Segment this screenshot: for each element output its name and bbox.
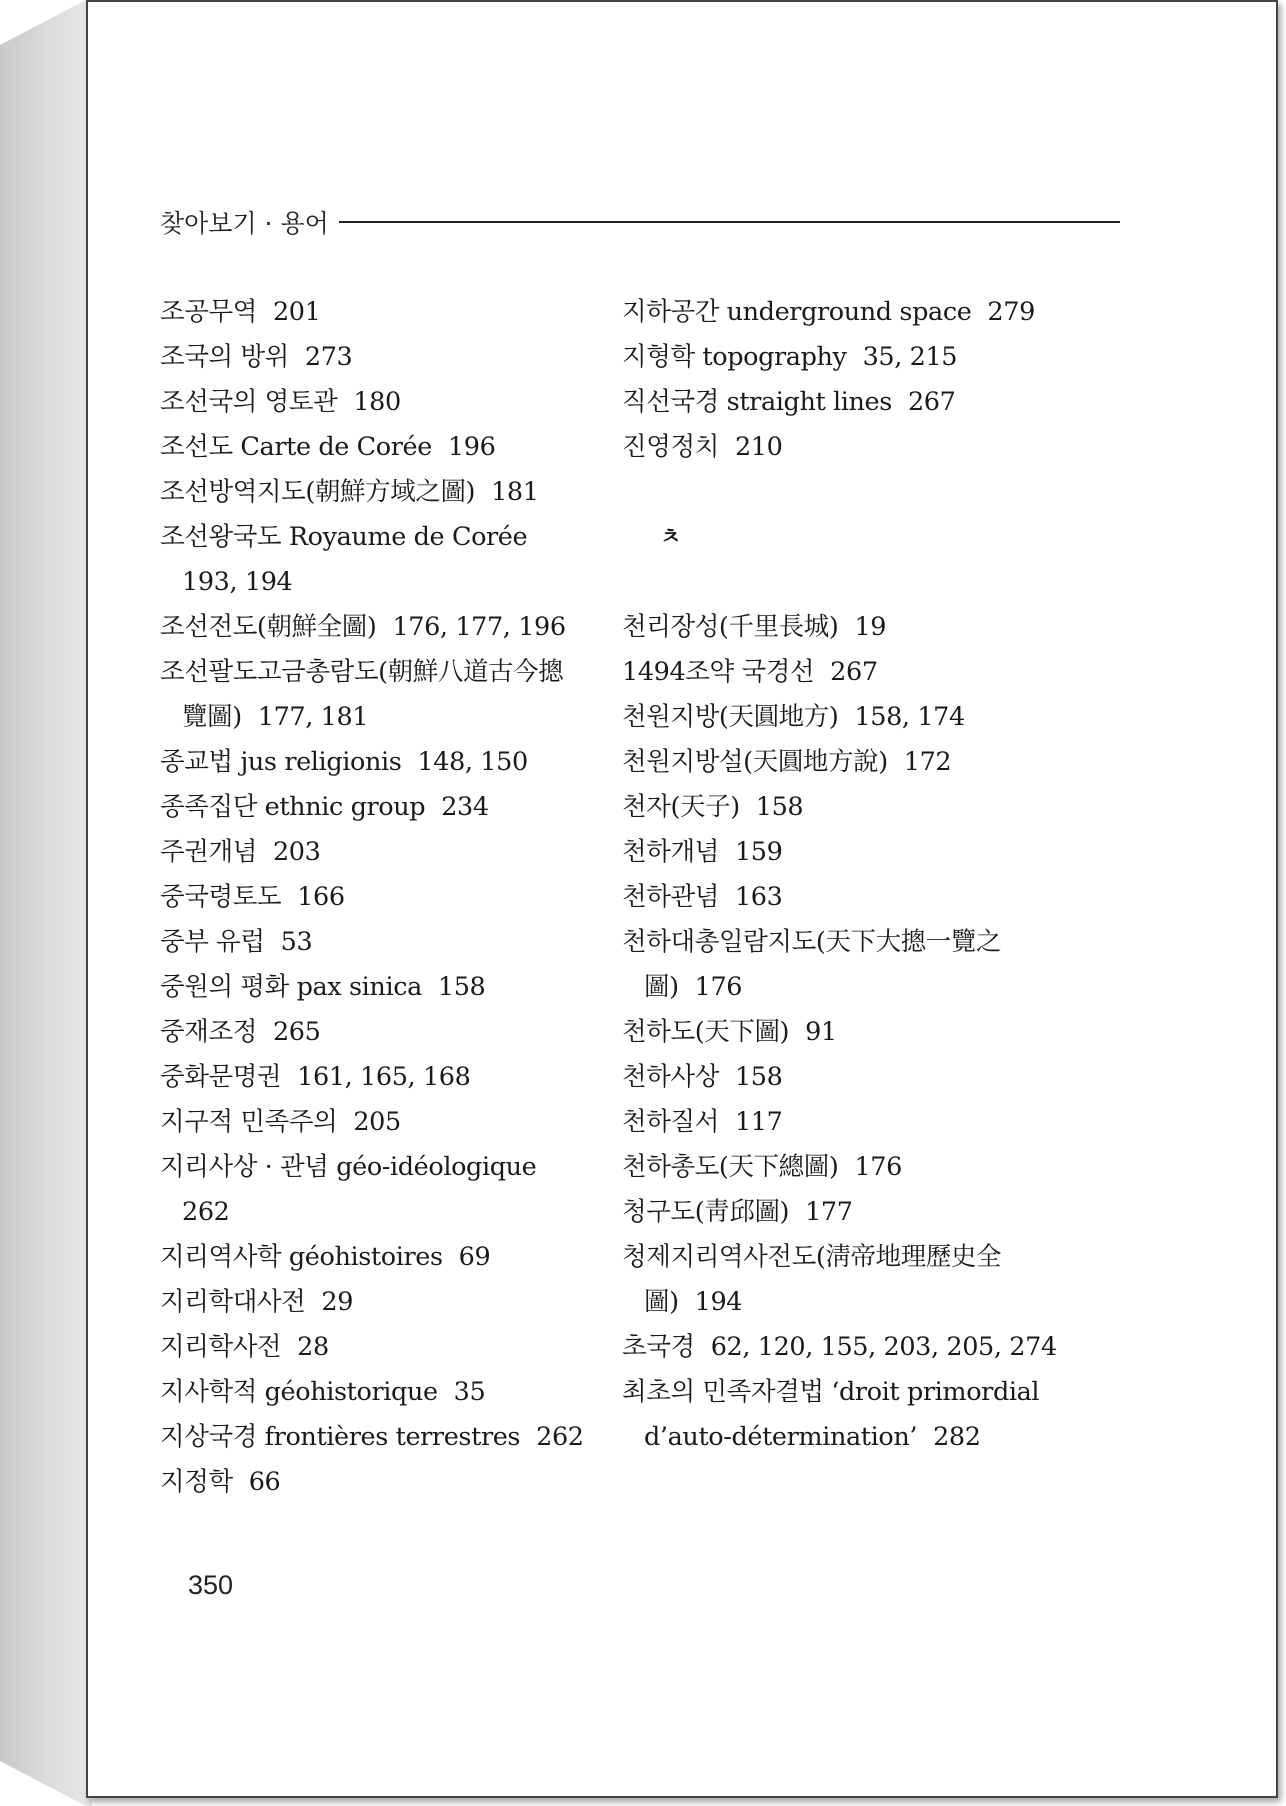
index-page-refs: 176, 177, 196 [392,612,566,642]
index-page-refs: 177 [805,1197,853,1227]
index-term: 지상국경 frontières terrestres [160,1422,521,1452]
index-page-refs: 201 [272,297,321,327]
index-page-refs: 91 [805,1017,837,1047]
index-page-refs: 166 [297,882,345,912]
index-term: 조선전도(朝鮮全圖) [160,612,377,642]
index-entry [622,1325,1122,1370]
index-page-refs: 158 [734,1062,783,1092]
index-term: 중부 유럽 [160,927,265,957]
index-page-refs: 205 [353,1107,401,1137]
index-term: 천하사상 [622,1062,719,1092]
index-page-refs: 19 [854,612,887,642]
index-term: 조선방역지도(朝鮮方域之圖) [160,477,476,507]
index-term: 초국경 [622,1332,695,1362]
index-term: 지리학사전 [160,1332,282,1362]
index-entry [160,1190,620,1235]
index-entry [622,1145,1122,1190]
index-entry [622,1370,1122,1415]
index-entry [160,830,620,875]
index-term: 최초의 민족자결법 ‘droit primordial [622,1377,1040,1407]
index-entry [160,650,620,695]
index-term: 지구적 민족주의 [160,1107,338,1137]
index-page-refs: 262 [536,1422,584,1452]
index-page-refs: 181 [491,477,539,507]
index-group-ji [622,290,1122,470]
index-entry [622,1100,1122,1145]
index-page-refs: 267 [830,657,878,687]
index-entry [160,470,620,515]
index-page-refs: 161, 165, 168 [297,1062,471,1092]
index-page-refs: 265 [272,1017,321,1047]
index-page-refs: 193, 194 [182,567,293,597]
index-term: 지정학 [160,1467,233,1497]
index-entry [160,1280,620,1325]
index-entry [160,605,620,650]
index-page-refs: 53 [280,927,313,957]
index-entry [160,560,620,605]
index-entry [160,1415,620,1460]
index-term: 조선국의 영토관 [160,387,338,417]
index-entry [160,1100,620,1145]
index-page-refs: 203 [272,837,321,867]
index-page-refs: 148, 150 [417,747,528,777]
index-entry [160,1460,620,1505]
index-column-right [622,290,1122,1460]
index-term: 조선도 Carte de Corée [160,432,432,462]
index-page-refs: 210 [734,432,783,462]
index-term: 조공무역 [160,297,257,327]
index-term: 圖) [644,972,679,1002]
index-entry [160,425,620,470]
index-term: 진영정치 [622,432,719,462]
index-page-refs: 262 [182,1197,230,1227]
index-term: 종교법 jus religionis [160,747,402,777]
index-term: 조선팔도고금총람도(朝鮮八道古今摠 [160,657,564,687]
index-entry [622,830,1122,875]
index-entry [160,380,620,425]
index-page-refs: 234 [441,792,489,822]
index-term: 지리사상 · 관념 géo-idéologique [160,1152,537,1182]
index-term: 조선왕국도 Royaume de Corée [160,522,528,552]
index-entry [160,875,620,920]
index-entry [622,1055,1122,1100]
index-entry [160,785,620,830]
index-term: 천리장성(千里長城) [622,612,839,642]
index-page-refs: 159 [734,837,783,867]
index-entry [622,1235,1122,1280]
book-spine [0,0,92,1806]
index-term: 청제지리역사전도(淸帝地理歷史全 [622,1242,1002,1272]
index-entry [622,1280,1122,1325]
index-term: 천하총도(天下總圖) [622,1152,839,1182]
index-entry [622,1190,1122,1235]
index-column-left [160,290,620,1505]
index-entry [622,920,1122,965]
index-entry [160,1370,620,1415]
page-number: 350 [188,1570,234,1600]
index-term: 주권개념 [160,837,257,867]
index-entry [160,1325,620,1370]
index-page-refs: 267 [907,387,956,417]
index-entry [160,1055,620,1100]
index-term: 천하관념 [622,882,719,912]
index-page-refs: 69 [458,1242,491,1272]
section-gap [622,470,1122,515]
index-page-refs: 29 [321,1287,354,1317]
index-entry [622,380,1122,425]
index-page-refs: 180 [353,387,401,417]
index-page-refs: 158 [755,792,804,822]
index-entry [622,290,1122,335]
index-page-refs: 28 [297,1332,329,1362]
index-term: d’auto-détermination’ [644,1422,918,1452]
index-term: 覽圖) [182,702,242,732]
index-entry [160,1145,620,1190]
index-term: 천하개념 [622,837,719,867]
index-entry [622,1010,1122,1055]
index-page-refs: 172 [903,747,952,777]
section-letter-heading: ㅊ [660,525,681,550]
index-entry [622,740,1122,785]
index-term: 지하공간 underground space [622,297,972,327]
index-page-refs: 66 [248,1467,281,1497]
index-entry [160,290,620,335]
index-page-refs: 194 [694,1287,743,1317]
index-page-refs: 163 [734,882,783,912]
index-term: 지리역사학 géohistoires [160,1242,443,1272]
index-term: 지사학적 géohistorique [160,1377,438,1407]
index-term: 중원의 평화 pax sinica [160,972,422,1002]
index-entry [622,965,1122,1010]
index-entry [622,1415,1122,1460]
index-term: 종족집단 ethnic group [160,792,426,822]
index-entry [160,965,620,1010]
index-entry [622,875,1122,920]
index-page-refs: 62, 120, 155, 203, 205, 274 [710,1332,1057,1362]
running-head-title: 찾아보기 · 용어 [160,209,329,238]
index-page-refs: 279 [987,297,1035,327]
index-term: 지리학대사전 [160,1287,306,1317]
index-page-refs: 35 [453,1377,486,1407]
index-entry [160,1010,620,1055]
index-page-refs: 196 [447,432,496,462]
index-entry [622,650,1122,695]
index-entry [160,1235,620,1280]
index-entry [160,695,620,740]
index-term: 청구도(靑邱圖) [622,1197,790,1227]
index-entry [622,785,1122,830]
index-term: 1494조약 국경선 [622,657,815,687]
index-term: 중재조정 [160,1017,257,1047]
index-page-refs: 117 [734,1107,783,1137]
index-entry [622,695,1122,740]
index-entry [160,335,620,380]
index-term: 지형학 topography [622,342,847,372]
index-entry [622,425,1122,470]
index-term: 천하질서 [622,1107,719,1137]
index-entry [160,740,620,785]
index-page-refs: 273 [304,342,353,372]
index-page-refs: 158, 174 [854,702,965,732]
index-term: 천원지방설(天圓地方說) [622,747,888,777]
running-head [160,202,1120,242]
index-term: 천하대총일람지도(天下大摠一覽之 [622,927,1002,957]
index-page-refs: 35, 215 [862,342,958,372]
index-page-refs: 158 [437,972,486,1002]
index-entry [622,335,1122,380]
index-term: 중화문명권 [160,1062,282,1092]
index-entry [160,920,620,965]
index-group-chieut [622,605,1122,1460]
index-page-refs: 176 [694,972,743,1002]
index-term: 천하도(天下圖) [622,1017,790,1047]
index-term: 圖) [644,1287,679,1317]
running-head-rule [339,221,1120,223]
section-gap [622,560,1122,605]
index-term: 중국령토도 [160,882,282,912]
index-term: 조국의 방위 [160,342,289,372]
index-page-refs: 177, 181 [257,702,369,732]
index-page-refs: 176 [854,1152,902,1182]
index-entry [160,515,620,560]
index-term: 천원지방(天圓地方) [622,702,839,732]
index-page-refs: 282 [933,1422,981,1452]
index-entry [622,605,1122,650]
index-term: 직선국경 straight lines [622,387,892,417]
index-term: 천자(天子) [622,792,740,822]
